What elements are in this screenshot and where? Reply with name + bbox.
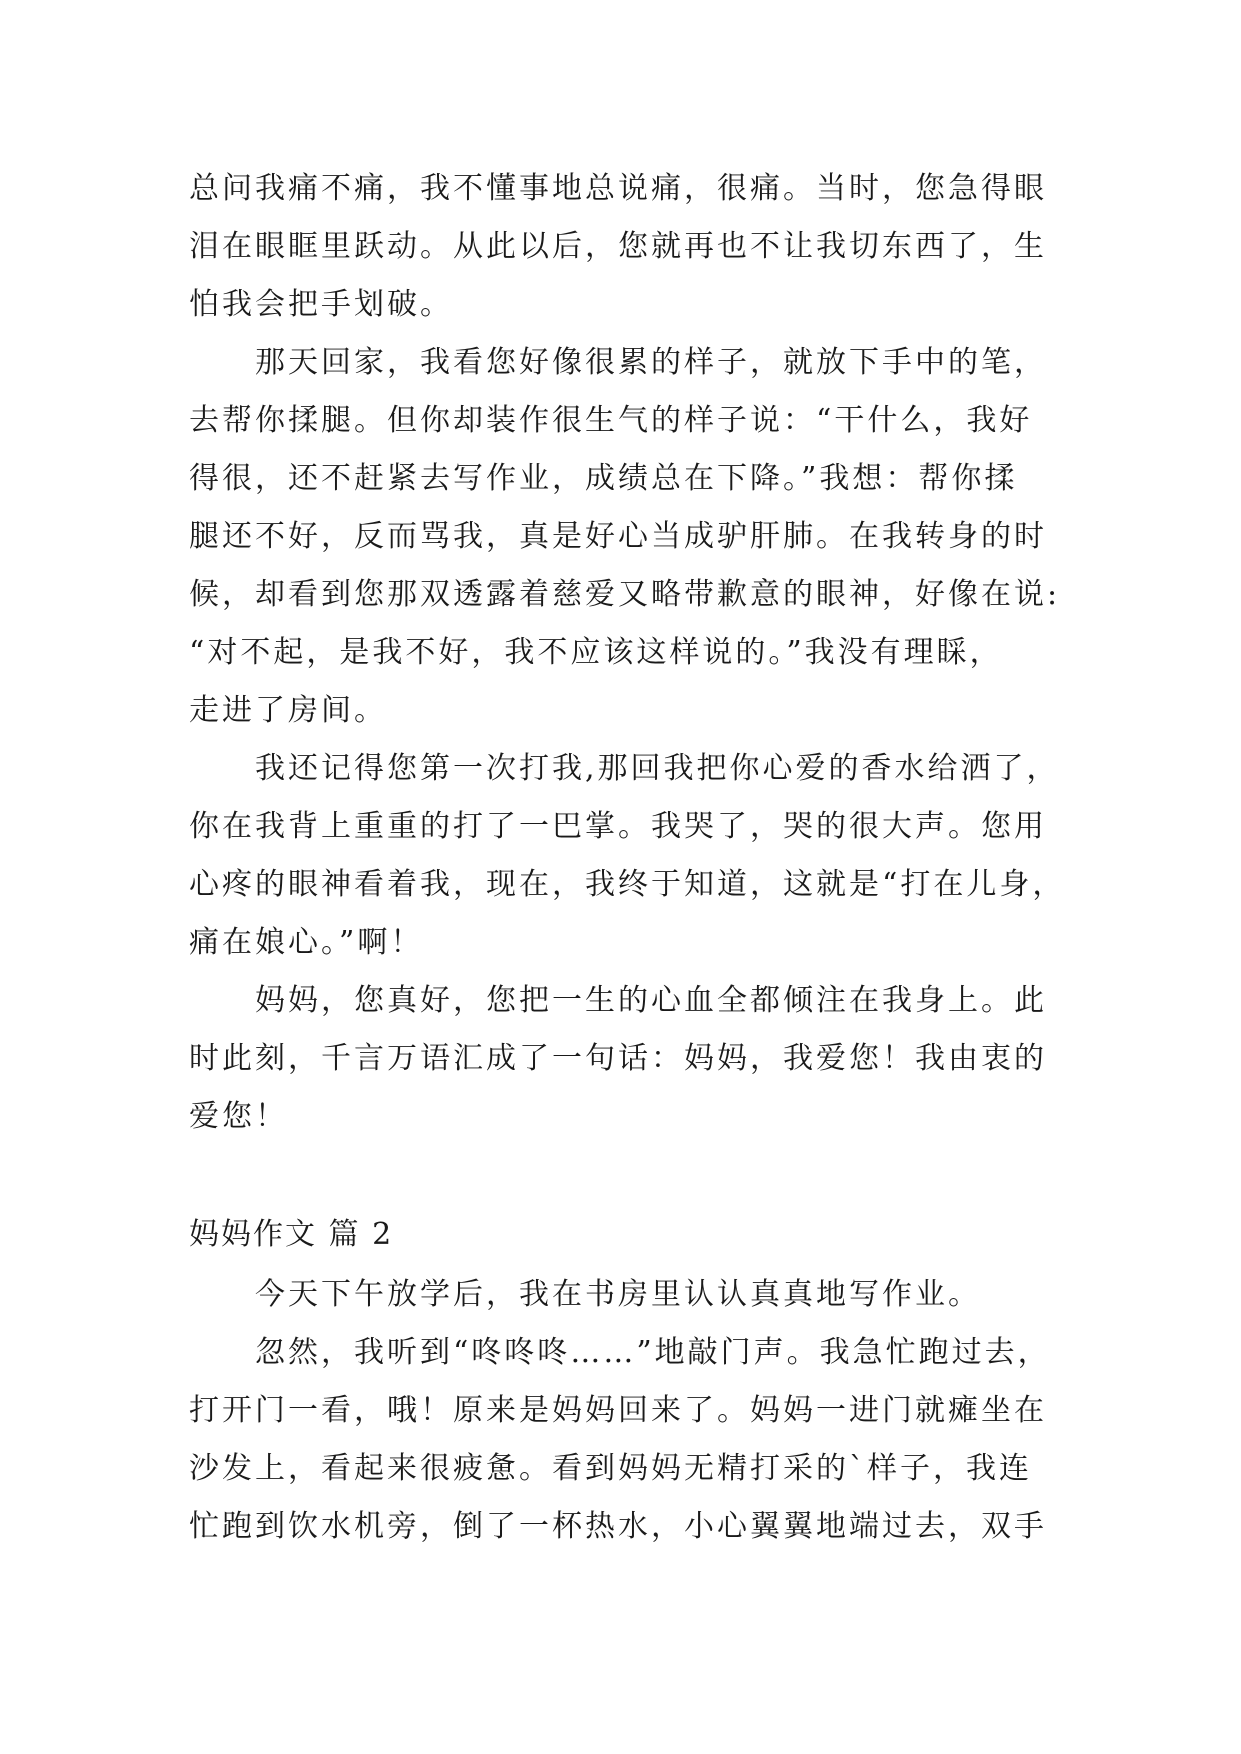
section-gap (189, 1146, 1059, 1204)
paragraph-start-line: 我还记得您第一次打我,那回我把你心爱的香水给洒了， (255, 751, 1060, 786)
paragraph-start-line: 那天回家，我看您好像很累的样子，就放下手中的笔， (255, 345, 1047, 380)
text-line: 得很，还不赶紧去写作业，成绩总在下降。”我想：帮你揉 (189, 461, 1018, 496)
text-line: 爱您！ (189, 1099, 288, 1134)
text-line: 沙发上，看起来很疲惫。看到妈妈无精打采的`样子，我连 (189, 1451, 1032, 1486)
text-line: 总问我痛不痛，我不懂事地总说痛，很痛。当时，您急得眼 (189, 171, 1047, 206)
paragraph-start-line: 妈妈，您真好，您把一生的心血全都倾注在我身上。此 (255, 983, 1047, 1018)
text-line: 去帮你揉腿。但你却装作很生气的样子说：“干什么，我好 (189, 403, 1033, 438)
text-line: 忙跑到饮水机旁，倒了一杯热水，小心翼翼地端过去，双手 (189, 1509, 1047, 1544)
text-line: 痛在娘心。”啊！ (189, 925, 424, 960)
text-line: 腿还不好，反而骂我，真是好心当成驴肝肺。在我转身的时 (189, 519, 1047, 554)
text-line: 走进了房间。 (189, 693, 387, 728)
paragraph-start-line: 忽然，我听到“咚咚咚……”地敲门声。我急忙跑过去， (255, 1335, 1051, 1370)
text-line: 你在我背上重重的打了一巴掌。我哭了，哭的很大声。您用 (189, 809, 1047, 844)
paragraph-start-line: 今天下午放学后，我在书房里认认真真地写作业。 (255, 1277, 981, 1312)
text-line: 时此刻，千言万语汇成了一句话：妈妈，我爱您！我由衷的 (189, 1041, 1047, 1076)
text-line: 泪在眼眶里跃动。从此以后，您就再也不让我切东西了，生 (189, 229, 1047, 264)
text-line: “对不起，是我不好，我不应该这样说的。”我没有理睬， (189, 635, 1003, 670)
text-line: 心疼的眼神看着我，现在，我终于知道，这就是“打在儿身， (189, 867, 1066, 902)
text-line: 候，却看到您那双透露着慈爱又略带歉意的眼神，好像在说: (189, 577, 1061, 612)
text-line: 怕我会把手划破。 (189, 287, 453, 322)
text-line: 打开门一看，哦！原来是妈妈回来了。妈妈一进门就瘫坐在 (189, 1393, 1047, 1428)
document-body (189, 160, 1066, 1556)
section-title: 妈妈作文 篇 2 (189, 1217, 394, 1252)
